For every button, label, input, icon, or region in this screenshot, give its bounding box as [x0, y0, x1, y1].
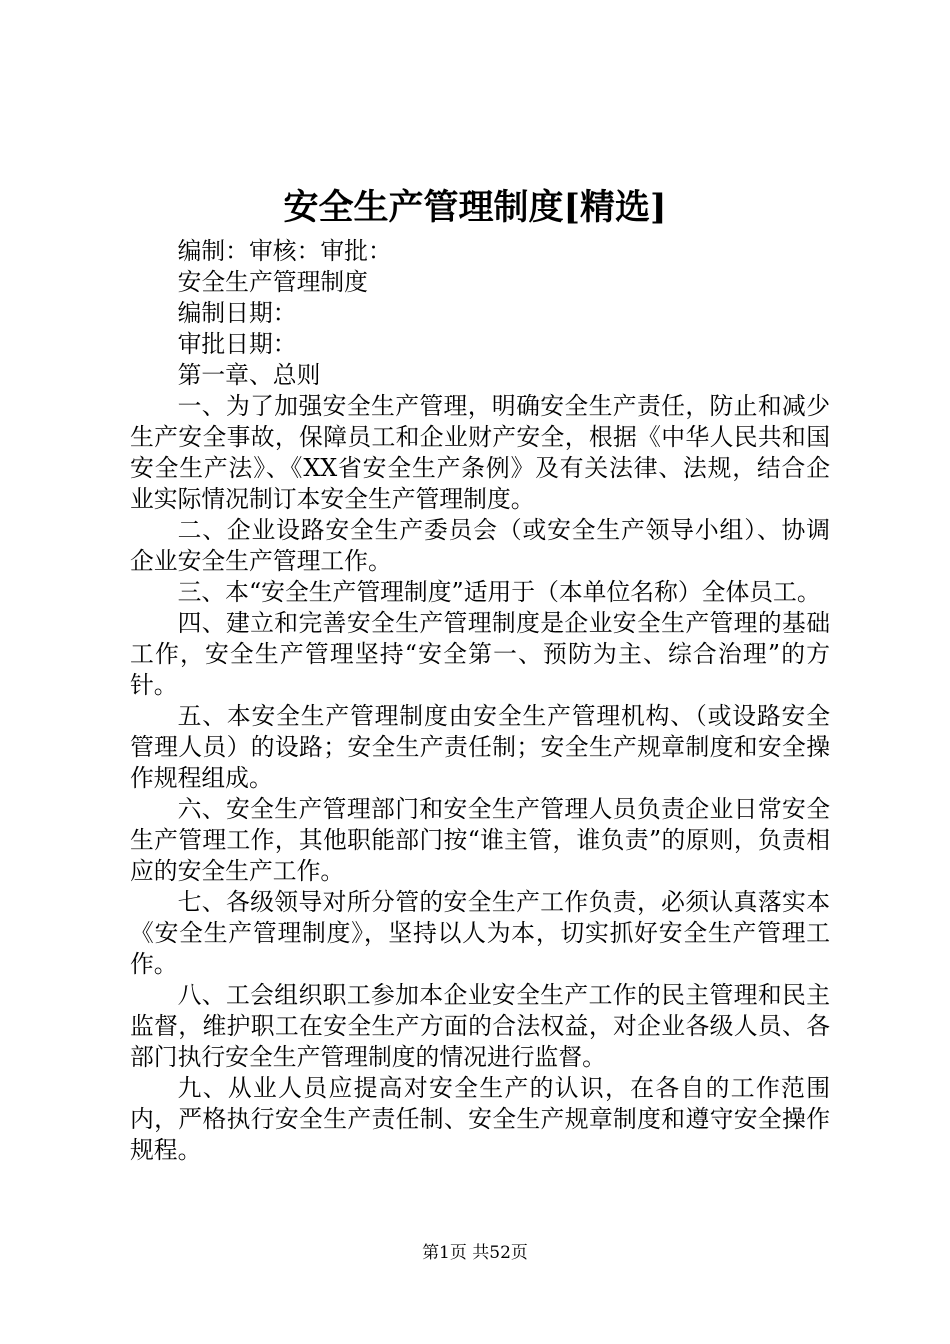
paragraph-article-4: 四、建立和完善安全生产管理制度是企业安全生产管理的基础工作，安全生产管理坚持“安全第一、预防为主、综合治理”的方针。 [130, 609, 830, 699]
paragraph-approve-date: 审批日期： [177, 330, 297, 358]
paragraph-subtitle: 安全生产管理制度 [177, 268, 368, 296]
paragraph-article-2: 二、企业设路安全生产委员会（或安全生产领导小组）、协调企业安全生产管理工作。 [130, 516, 830, 575]
paragraph-article-1: 一、为了加强安全生产管理，明确安全生产责任，防止和减少生产安全事故，保障员工和企业财产安全，根据《中华人民共和国安全生产法》、《XX省安全生产条例》及有关法律、法规，结合企业实际情况制订本安全生产管理制度。 [130, 392, 830, 513]
paragraph-article-7: 七、各级领导对所分管的安全生产工作负责，必须认真落实本《安全生产管理制度》，坚持以人为本，切实抓好安全生产管理工作。 [130, 888, 830, 978]
paragraph-article-3: 三、本“安全生产管理制度”适用于（本单位名称）全体员工。 [177, 578, 821, 606]
paragraph-article-6: 六、安全生产管理部门和安全生产管理人员负责企业日常安全生产管理工作，其他职能部门按“谁主管，谁负责”的原则，负责相应的安全生产工作。 [130, 795, 830, 885]
paragraph-article-9: 九、从业人员应提高对安全生产的认识，在各自的工作范围内，严格执行安全生产责任制、安全生产规章制度和遵守安全操作规程。 [130, 1074, 830, 1164]
paragraph-signoff: 编制：审核：审批： [177, 237, 392, 265]
paragraph-article-8: 八、工会组织职工参加本企业安全生产工作的民主管理和民主监督，维护职工在安全生产方面的合法权益，对企业各级人员、各部门执行安全生产管理制度的情况进行监督。 [130, 981, 830, 1071]
paragraph-article-5: 五、本安全生产管理制度由安全生产管理机构、（或设路安全管理人员）的设路；安全生产责任制；安全生产规章制度和安全操作规程组成。 [130, 702, 830, 792]
page-footer: 第1页 共52页 [422, 1243, 528, 1263]
chapter-heading: 第一章、总则 [177, 361, 321, 389]
document-body [130, 236, 830, 1166]
paragraph-compile-date: 编制日期： [177, 299, 297, 327]
document-title: 安全生产管理制度[精选] [283, 187, 667, 228]
